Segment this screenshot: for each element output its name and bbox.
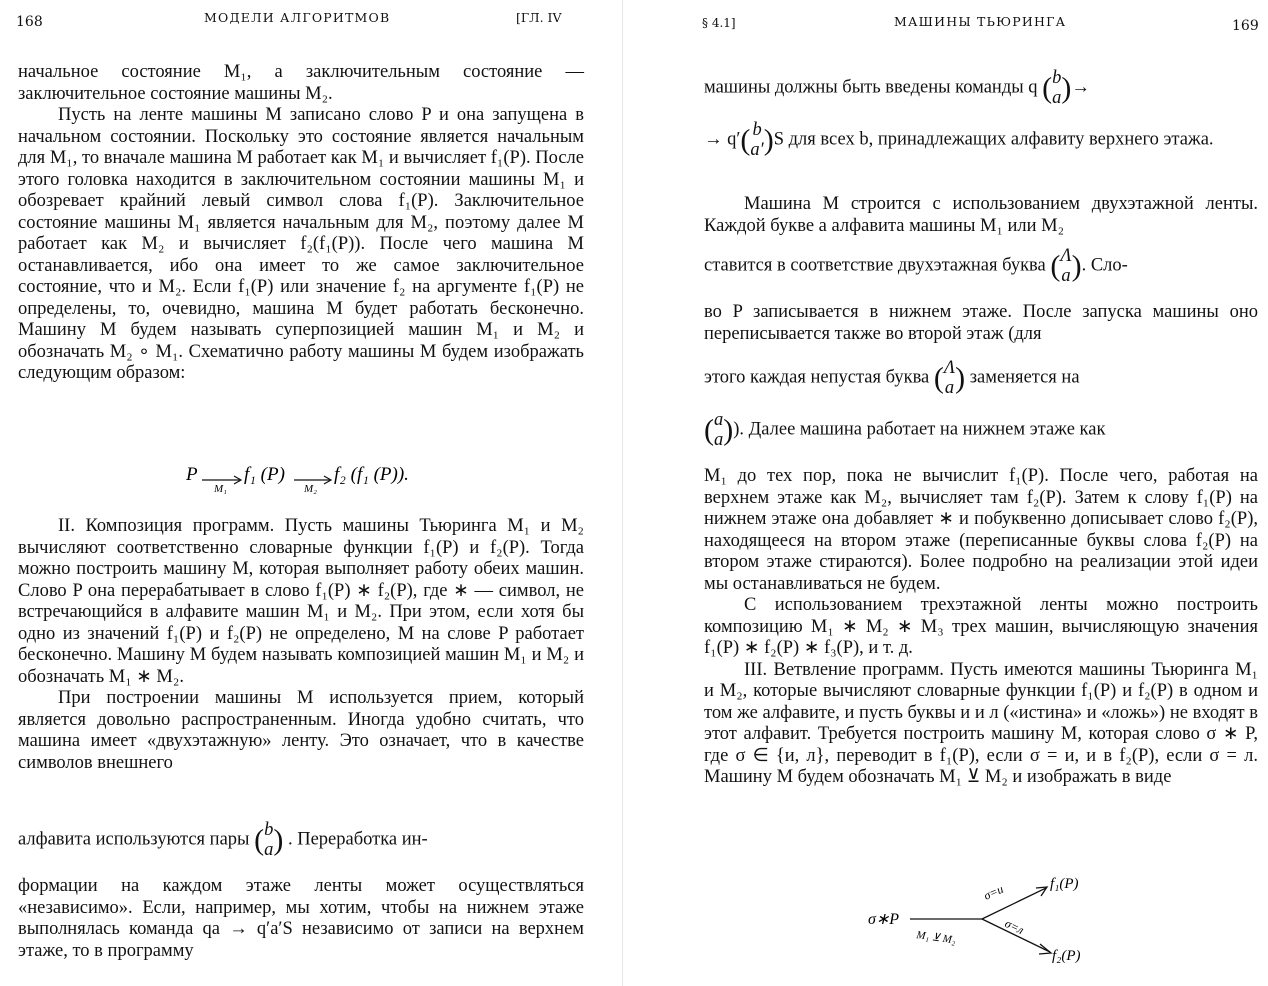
diagram-machine: M₁ ⊻ M₂ <box>915 929 957 947</box>
paren-close: ) <box>1071 249 1082 283</box>
vector-top: a <box>714 410 724 430</box>
paren-close: ) <box>763 123 774 157</box>
vector-top: b <box>752 120 762 140</box>
paren-open: ( <box>704 413 714 447</box>
superposition-formula-svg <box>180 456 440 500</box>
vector-bottom: a <box>264 840 274 860</box>
branching-diagram <box>864 872 1104 968</box>
diagram-out-true: f₁(P) <box>1050 876 1079 892</box>
left-text-block-2 <box>18 516 584 774</box>
paragraph: С использованием трехэтажной ленты можно построить композицию M₁ ∗ M₂ ∗ M₃ трех машин, вычисляющую значения f₁(P) ∗ f₂(P) ∗ f₃(P), и т. д. <box>704 595 1258 658</box>
left-vector-line <box>18 820 584 860</box>
gutter <box>622 0 623 986</box>
vector-bottom: a <box>944 378 955 398</box>
right-line-1 <box>704 68 1258 108</box>
paren-open: ( <box>1042 71 1053 105</box>
letter-vector-1 <box>1060 246 1071 286</box>
diagram-branch-false-label: σ=л <box>1002 916 1027 938</box>
letter-vector-2 <box>944 358 955 398</box>
formula-start: P <box>186 464 198 485</box>
vector-top: Λ <box>943 358 956 378</box>
right-text-main <box>704 466 1258 789</box>
right-para-2b <box>704 246 1258 286</box>
vector-line-after: . Переработка ин- <box>287 829 428 850</box>
branching-diagram-svg <box>864 872 1104 968</box>
running-title-left: МОДЕЛИ АЛГОРИТМОВ <box>204 10 391 25</box>
line2-text: → q′ <box>704 129 741 150</box>
diagram-branch-true-label: σ=и <box>981 881 1006 903</box>
left-text-block-1 <box>18 62 584 385</box>
superposition-formula <box>180 456 440 500</box>
diagram-out-false: f₂(P) <box>1052 948 1081 964</box>
vector-bottom: a′ <box>750 140 764 160</box>
paragraph: III. Ветвление программ. Пусть имеются машины Тьюринга M₁ и M₂, которые вычисляют словарные функции f₁(P) и f₂(P) в одном и том же алфавите, и пусть буквы и и л («истина» и «ложь») не входят в этот алфавит. Требуется построить машину M, которая слово σ ∗ P, где σ ∈ {и, л}, переводит в f₁(P), если σ = и, и в f₂(P), если σ = л. Машину M будем обозначать M₁ ⊻ M₂ и изображать в виде <box>704 659 1258 787</box>
command-vector-2 <box>750 120 763 160</box>
para2e-after: ). Далее машина работает на нижнем этаже как <box>733 419 1106 440</box>
right-line-2 <box>704 120 1258 160</box>
left-page <box>0 0 600 986</box>
paragraph: Машина M строится с использованием двухэтажной ленты. Каждой букве a алфавита машины M₁ или M₂ <box>704 194 1258 236</box>
paren-close: ) <box>723 413 734 447</box>
para2b-after: . Сло- <box>1081 255 1128 276</box>
formula-m1: M₁ <box>214 483 227 495</box>
vector-bottom: a <box>714 430 724 450</box>
section-marker: § 4.1] <box>702 16 736 30</box>
paragraph: Пусть на ленте машины M записано слово P и она запущена в начальном состоянии. Поскольку это состояние является начальным для M₁, то вначале машина M работает как M₁ и вычисляет f₁(P). После этого головка находится в заключительном состоянии машины M₁ и обозревает крайний левый символ слова f₁(P). Заключительное состояние машины M₁ является начальным для M₂, поэтому далее M работает как M₂ и вычисляет f₂(f₁(P)). После чего машина M останавливается, ибо она имеет то же самое заключительное состояние, что и M₂. Если f₁(P) или значение f₂ на аргументе f₁(P) не определены, то, очевидно, машина M будет работать бесконечно. Машину M будем называть суперпозицией машин M₁ и M₂ и обозначать M₂ ∘ M₁. Схематично работу машины M будем изображать следующим образом: <box>18 105 584 383</box>
vector-top: b <box>264 820 274 840</box>
paren-close: ) <box>955 361 966 395</box>
para2d-after: заменяется на <box>969 367 1080 388</box>
paren-close: ) <box>273 823 284 857</box>
paren-open: ( <box>254 823 265 857</box>
formula-mid: f₁ (P) <box>244 464 285 485</box>
para2b-text: ставится в соответствие двухэтажная буква <box>704 255 1046 276</box>
paren-open: ( <box>1050 249 1061 283</box>
paragraph: во P записывается в нижнем этаже. После запуска машины оно переписывается также во второй этаж (для <box>704 302 1258 344</box>
vector-top: Λ <box>1060 246 1072 266</box>
line1-text: машины должны быть введены команды q <box>704 77 1038 98</box>
paragraph: формации на каждом этаже ленты может осуществляться «независимо». Если, например, мы хотим, чтобы на нижнем этаже выполнялась команда qa → q′a′S независимо от записи на верхнем этаже, то в программу <box>18 876 584 961</box>
right-para-2c <box>704 302 1258 345</box>
right-para-2e <box>704 410 1258 450</box>
page-number-right: 169 <box>1232 18 1259 34</box>
line2-after: S для всех b, принадлежащих алфавиту верхнего этажа. <box>773 129 1214 150</box>
vector-bottom: a <box>1052 88 1062 108</box>
vector-top: b <box>1052 68 1062 88</box>
page-number-left: 168 <box>16 14 43 30</box>
para2d-text: этого каждая непустая буква <box>704 367 930 388</box>
left-text-block-4 <box>18 876 584 962</box>
paren-open: ( <box>740 123 751 157</box>
paragraph: M₁ до тех пор, пока не вычислит f₁(P). После чего, работая на верхнем этаже как M₂, вычисляет там f₂(P). Затем к слову f₁(P) на нижнем этаже она добавляет ∗ и побуквенно дописывает слово f₂(P), находящееся на втором этаже (переписанные буквы слова f₂(P) на втором этаже стираются). Более подробно на реализации этой идеи мы останавливаться не будем. <box>704 466 1258 594</box>
paragraph: начальное состояние M₁, а заключительным состояние — заключительное состояние машины M₂. <box>18 62 584 104</box>
formula-m2: M₂ <box>304 483 317 495</box>
paren-close: ) <box>1061 71 1072 105</box>
vector-bottom: a <box>1061 266 1071 286</box>
right-para-2d <box>704 358 1258 398</box>
right-para-2a <box>704 194 1258 237</box>
paragraph: При построении машины M используется прием, который является довольно распространенным. Иногда удобно считать, что машина имеет «двухэтажную» ленту. Это означает, что в качестве символов внешнего <box>18 688 584 773</box>
formula-end: f₂ (f₁ (P)). <box>334 464 409 485</box>
diagram-input: σ∗P <box>868 911 900 928</box>
vector-line-text: алфавита используются пары <box>18 829 250 850</box>
right-page <box>634 0 1268 986</box>
line1-after: → <box>1071 77 1090 98</box>
running-title-right: МАШИНЫ ТЬЮРИНГА <box>894 14 1067 29</box>
paragraph: II. Композиция программ. Пусть машины Тьюринга M₁ и M₂ вычисляют соответственно словарные функции f₁(P) и f₂(P). Тогда можно построить машину M, которая выполняет работу обеих машин. Слово P она перерабатывает в слово f₁(P) ∗ f₂(P), где ∗ — символ, не встречающийся в алфавите машин M₁ и M₂. При этом, если хотя бы одно из значений f₁(P) и f₂(P) не определено, M на слове P работает бесконечно. Машину M будем называть композицией машин M₁ и M₂ и обозначать M₁ ∗ M₂. <box>18 516 584 687</box>
chapter-marker: [ГЛ. IV <box>516 10 562 25</box>
pair-vector <box>264 820 273 860</box>
paren-open: ( <box>933 361 944 395</box>
letter-vector-3 <box>714 410 723 450</box>
